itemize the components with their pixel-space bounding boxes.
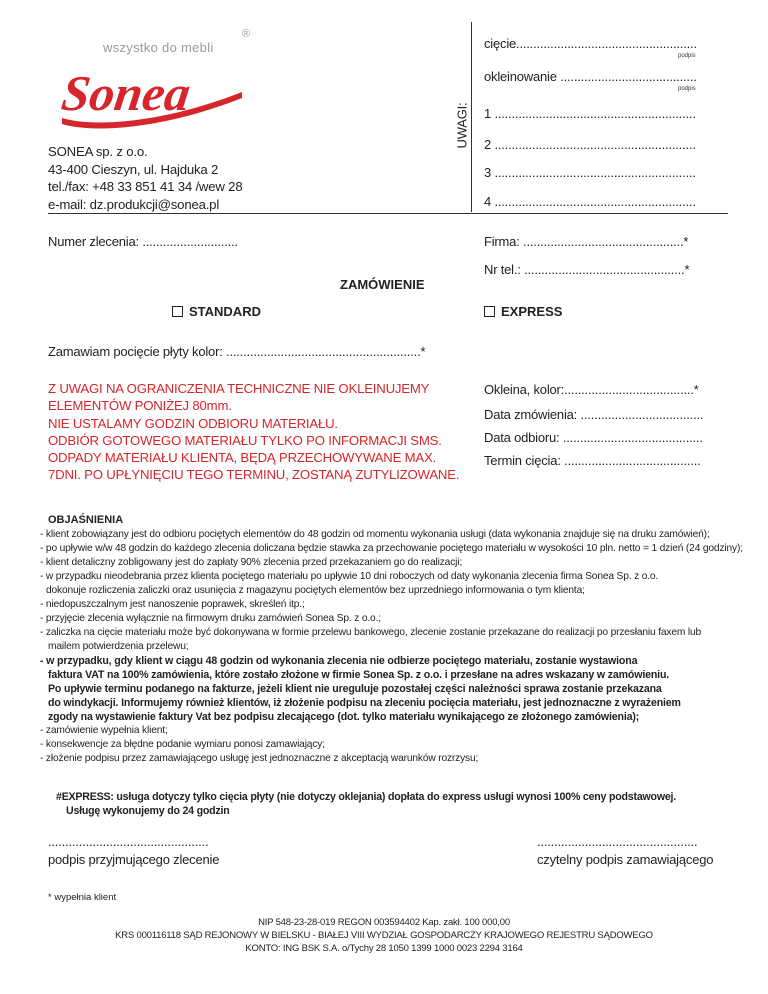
sonea-logo-mark [56,52,246,132]
order-title: ZAMÓWIENIE [340,277,425,292]
express-note [56,790,676,818]
note-line: - niedopuszczalnym jest nanoszenie poprawek, skreśleń itp.; [40,599,305,610]
standard-option[interactable] [172,304,261,319]
board-color-field[interactable]: Zamawiam pocięcie płyty kolor: .........................................................* [48,344,426,359]
note-line: - po upływie w/w 48 godzin do każdego zlecenia doliczana będzie stawka za przechowanie pociętego materiału w wysokości 10 pln. netto = 1 dzień (24 godziny); [40,543,743,554]
warning-line: NIE USTALAMY GODZIN ODBIORU MATERIAŁU. [48,415,338,431]
company-email: e-mail: dz.produkcji@sonea.pl [48,196,220,212]
company-address: 43-400 Cieszyn, ul. Hajduka 2 [48,161,219,177]
edge-signature-caption: podpis [678,86,696,92]
express-note-line-2: Usługę wykonujemy do 24 godzin [66,805,230,817]
notes-title: OBJAŚNIENIA [48,514,124,526]
remark-line-1[interactable]: 1 ........................................................... [484,106,696,121]
note-bold-line: zgody na wystawienie faktury Vat bez podpisu zlecającego (dot. tylko materiału wynikającego ze złożonego zamówienia); [48,711,640,723]
warning-line: ELEMENTÓW PONIŻEJ 80mm. [48,398,232,414]
note-line: mailem potwierdzenia przelewu; [48,641,189,652]
remark-line-2[interactable]: 2 ........................................................... [484,137,696,152]
note-line: - zamówienie wypełnia klient; [40,725,168,736]
note-line: - zaliczka na cięcie materiału może być dokonywana w formie przelewu bankowego, zlecenie zostanie przekazane do realizacji po przesłaniu faxem lub [40,627,702,638]
note-line: - przyjęcie zlecenia wyłącznie na firmowym druku zamówień Sonea Sp. z o.o.; [40,613,381,624]
company-name: SONEA sp. z o.o. [48,144,148,159]
receiver-signature-line[interactable]: ............................................... [48,834,209,849]
express-option[interactable] [484,304,562,319]
footer [0,916,768,955]
filled-by-note: * wypełnia klient [48,892,117,903]
edge-color-field[interactable]: Okleina, kolor:......................................* [484,382,699,397]
note-line: - w przypadku nieodebrania przez klienta pociętego materiału po upływie 10 dni roboczych od daty wykonania zlecenia firma Sonea Sp. z o.o. [40,571,659,582]
registered-mark: ® [242,28,251,40]
remark-line-3[interactable]: 3 ........................................................... [484,165,696,180]
cut-date-field[interactable]: Termin cięcia: ........................................ [484,453,701,468]
express-checkbox[interactable] [484,306,495,317]
standard-checkbox[interactable] [172,306,183,317]
note-line: - klient detaliczny zobligowany jest do zapłaty 90% zlecenia przed przekazaniem go do realizacji; [40,557,463,568]
note-bold-line: faktura VAT na 100% zamówienia, które zostało złożone w firmie Sonea Sp. z o.o. i przesłane na adres wskazany w zamówieniu. [48,669,670,681]
note-line: - konsekwencje za błędne podanie wymiaru ponosi zamawiający; [40,739,325,750]
warning-block [48,380,459,484]
firm-field[interactable]: Firma: ...............................................* [484,234,689,249]
note-line: - złożenie podpisu przez zamawiającego usługę jest jednoznaczne z akceptacją warunków rozrzysu; [40,753,479,764]
remarks-divider [471,22,472,212]
standard-label: STANDARD [189,304,261,319]
cut-signature-caption: podpis [678,53,696,59]
warning-line: ODPADY MATERIAŁU KLIENTA, BĘDĄ PRZECHOWYWANE MAX. [48,450,437,466]
note-bold-line: Po upływie terminu podanego na fakturze, jeżeli klient nie ureguluje pozostałej części należności sprawa zostanie przekazana [48,683,662,695]
warning-line: 7DNI. PO UPŁYNIĘCIU TEGO TERMINU, ZOSTANĄ ZUTYLIZOWANE. [48,467,460,483]
remarks-label: UWAGI: [454,102,470,149]
note-bold-line: - w przypadku, gdy klient w ciągu 48 godzin od wykonania zlecenia nie odbierze pociętego materiału, zostanie wystawiona [40,655,638,667]
client-signature-label: czytelny podpis zamawiającego [537,852,714,867]
header-divider [48,213,728,214]
edge-signature-field[interactable]: okleinowanie ........................................ [484,69,697,84]
receiver-signature-label: podpis przyjmującego zlecenie [48,852,220,867]
sonea-logo [56,52,246,132]
pickup-date-field[interactable]: Data odbioru: ......................................... [484,430,703,445]
warning-line: Z UWAGI NA OGRANICZENIA TECHNICZNE NIE OKLEINUJEMY [48,381,430,396]
notes-block [40,528,760,766]
footer-line-2: KRS 000116118 SĄD REJONOWY W BIELSKU - BIAŁEJ VIII WYDZIAŁ GOSPODARCZY KRAJOWEGO REJESTRU SĄDOWEGO [115,930,653,941]
order-number-field[interactable]: Numer zlecenia: ............................ [48,234,238,249]
phone-field[interactable]: Nr tel.: ...............................................* [484,262,690,277]
remark-line-4[interactable]: 4 ........................................................... [484,194,696,209]
express-label: EXPRESS [501,304,563,319]
express-note-line-1: #EXPRESS: usługa dotyczy tylko cięcia płyty (nie dotyczy oklejania) dopłata do express usługi wynosi 100% ceny podstawowej. [56,791,677,803]
warning-line: ODBIÓR GOTOWEGO MATERIAŁU TYLKO PO INFORMACJI SMS. [48,432,442,448]
cut-signature-field[interactable]: cięcie..................................................... [484,36,697,51]
client-signature-line[interactable]: ............................................... [537,834,698,849]
company-phone: tel./fax: +48 33 851 41 34 /wew 28 [48,179,243,194]
order-date-field[interactable]: Data zmówienia: .................................... [484,407,704,422]
footer-line-3: KONTO: ING BSK S.A. o/Tychy 28 1050 1399 1000 0023 2294 3164 [245,943,523,954]
footer-line-1: NIP 548-23-28-019 REGON 003594402 Kap. zakł. 100 000,00 [258,917,510,928]
note-line: - klient zobowiązany jest do odbioru pociętych elementów do 48 godzin od momentu wykonania usługi (data wykonania znajduje się na druku zamówień); [40,529,710,540]
logo-tagline: wszystko do mebli [103,40,214,55]
note-bold-line: do windykacji. Informujemy również klientów, iż złożenie podpisu na zleceniu pocięcia materiału, jest jednoznaczne z wyrażeniem [48,697,681,709]
note-line: dokonuje rozliczenia zaliczki oraz usunięcia z magazynu pociętych elementów bez uprzedniego informowania o tym klienta; [46,585,585,596]
svg-text:Sonea: Sonea [58,65,194,121]
